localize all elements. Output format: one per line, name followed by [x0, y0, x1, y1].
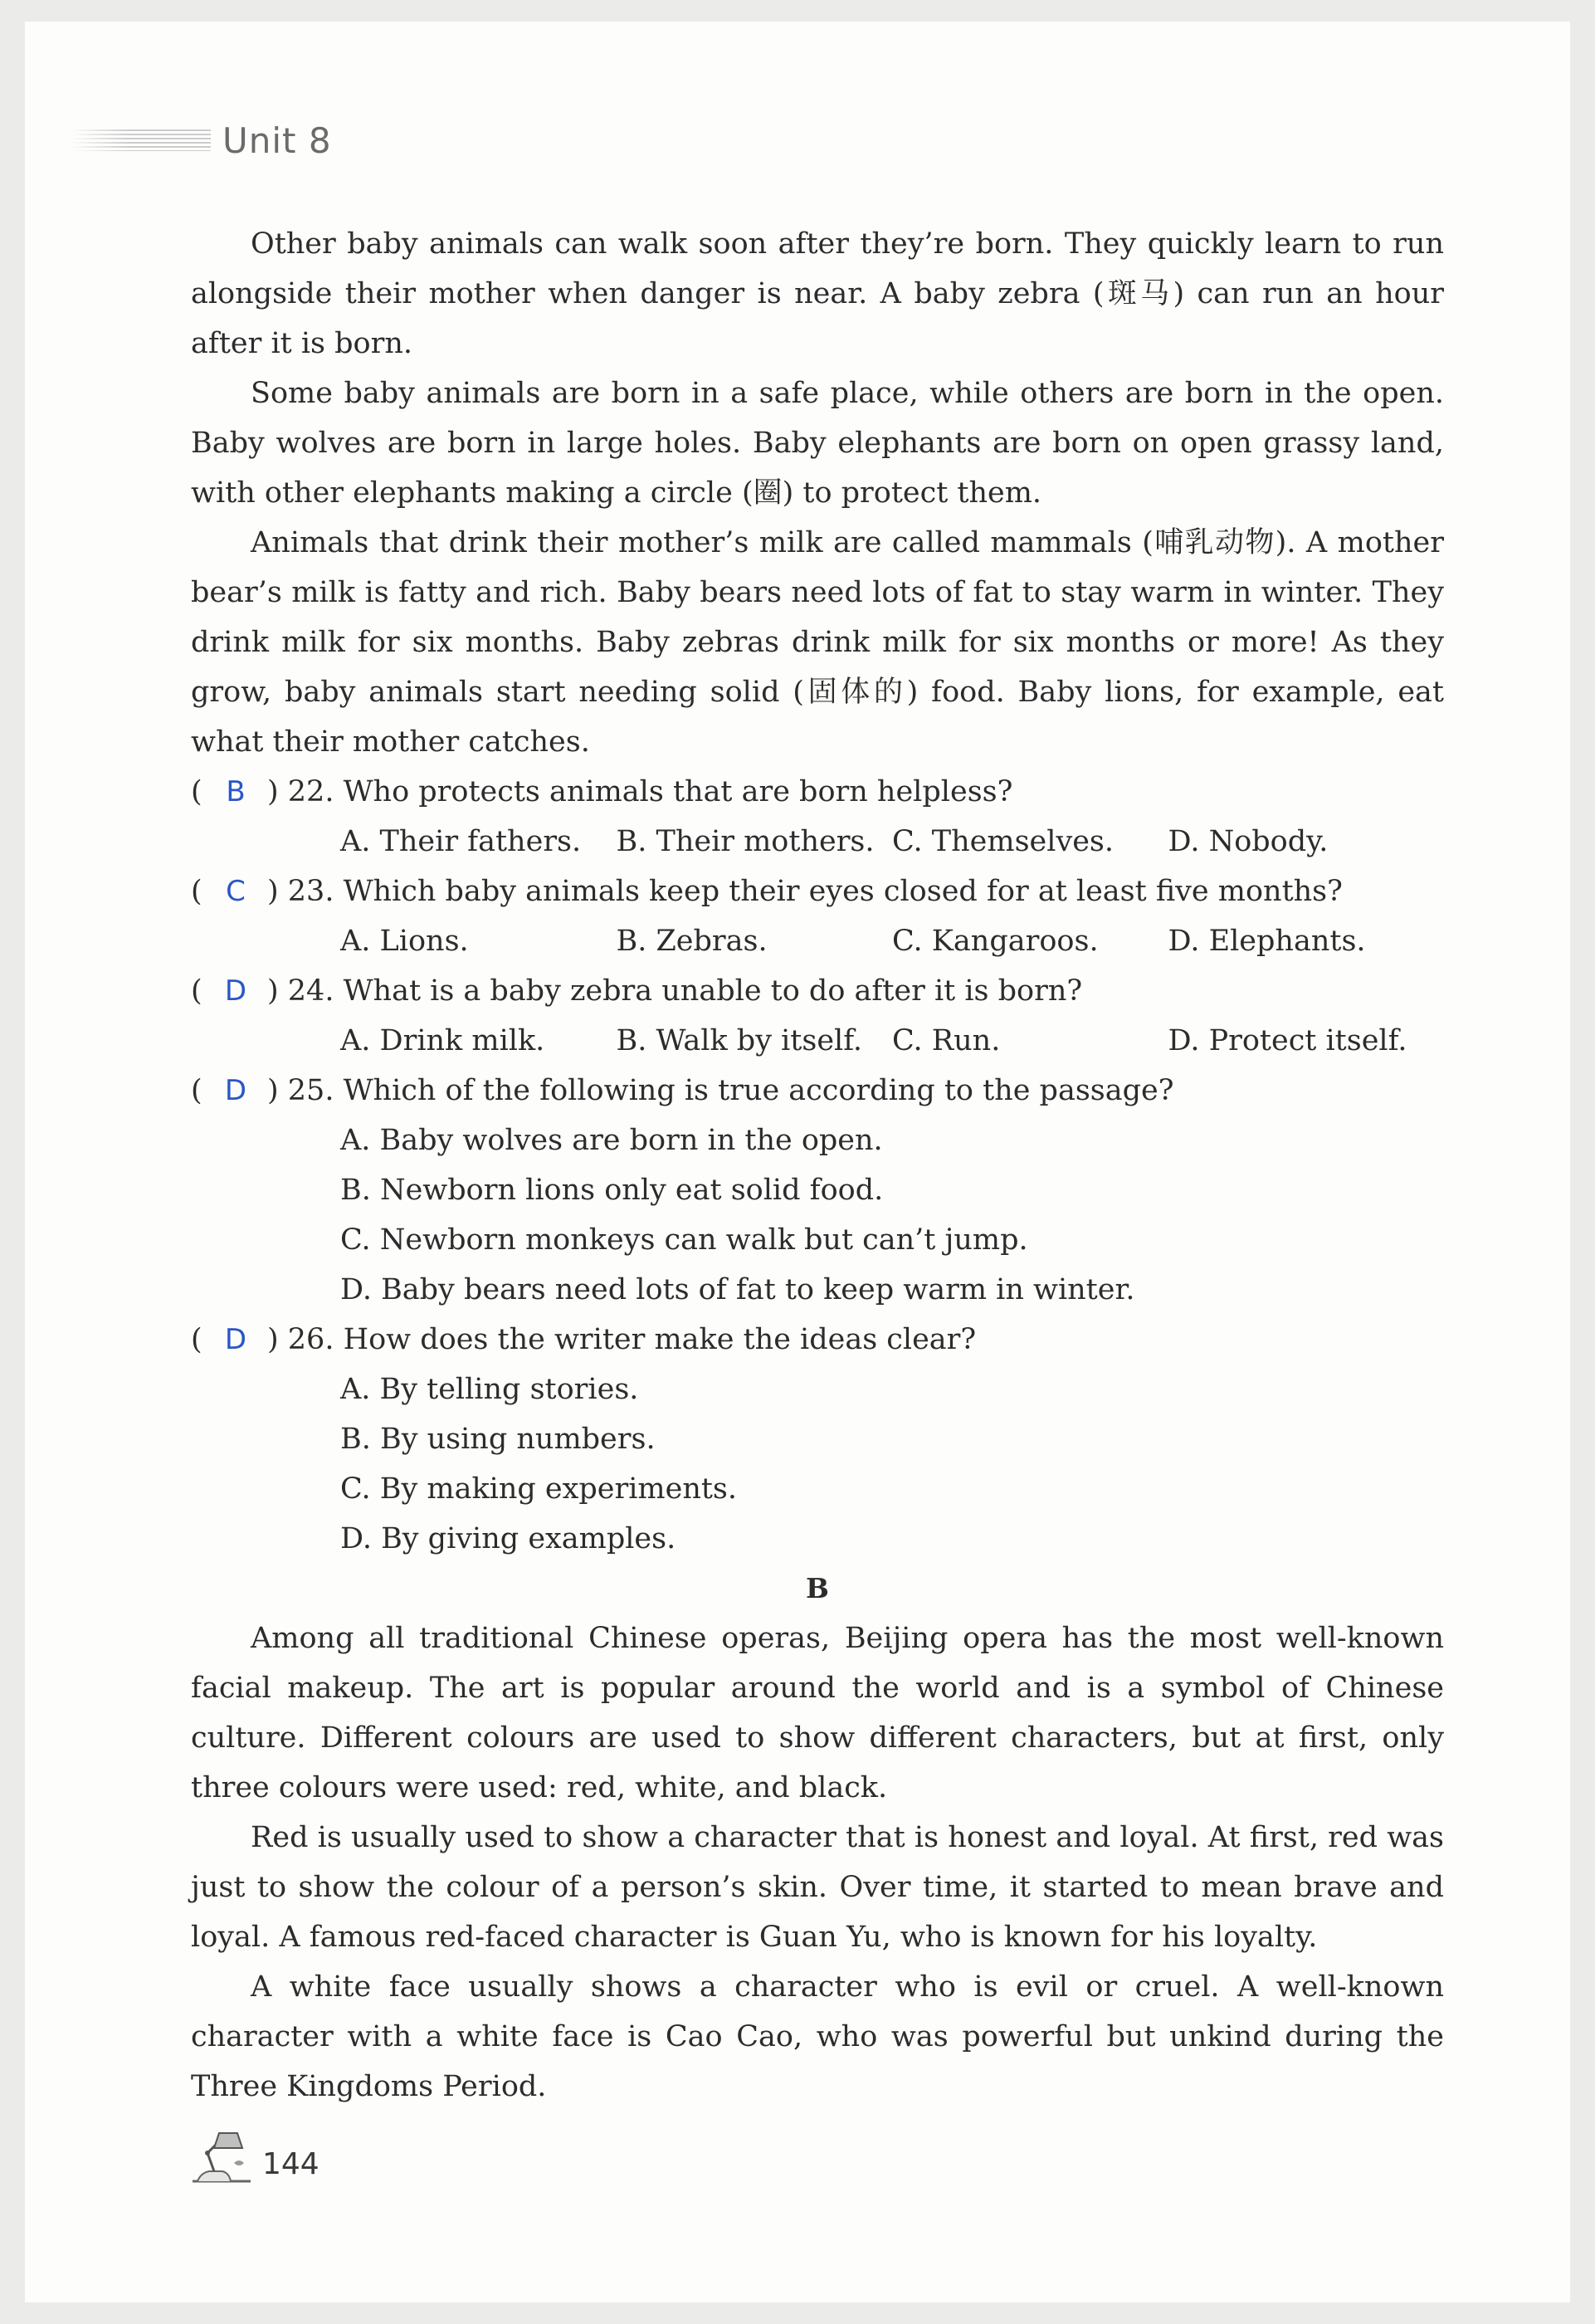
- header-decoration-lines: [71, 129, 211, 151]
- option-b: B. Zebras.: [616, 925, 768, 958]
- option-a: A. Their fathers.: [340, 825, 582, 858]
- question-23: [191, 867, 1444, 966]
- answer-26: D: [224, 1323, 247, 1356]
- question-text: ) 22. Who protects animals that are born helpless?: [267, 775, 1013, 808]
- options: [191, 817, 1444, 867]
- unit-header: [71, 111, 332, 169]
- option-d: D. Baby bears need lots of fat to keep warm in winter.: [340, 1273, 1135, 1306]
- option-c: C. Newborn monkeys can walk but can’t jump.: [340, 1223, 1028, 1257]
- paren-open: (: [191, 1074, 202, 1107]
- options: [191, 1016, 1444, 1066]
- workbook-page: [25, 22, 1570, 2302]
- options: [191, 1116, 1444, 1315]
- passage-a-paragraph-2: Some baby animals are born in a safe place, while others are born in the open. Baby wolves are born in large holes. Baby elephants are born on open grassy land, with other elephants making a circle (圈) to protect them.: [191, 377, 1444, 510]
- options: [191, 916, 1444, 966]
- option-b: B. Their mothers.: [616, 825, 875, 858]
- answer-23: C: [226, 875, 246, 908]
- option-b: B. Newborn lions only eat solid food.: [340, 1174, 884, 1207]
- option-a: A. Drink milk.: [340, 1024, 545, 1057]
- paren-open: (: [191, 775, 202, 808]
- option-d: D. By giving examples.: [340, 1522, 676, 1555]
- option-a: A. By telling stories.: [340, 1373, 639, 1406]
- answer-25: D: [224, 1074, 247, 1107]
- unit-title: Unit 8: [222, 120, 332, 161]
- section-b-label: B: [806, 1572, 829, 1604]
- question-25: [191, 1066, 1444, 1315]
- passage-a-paragraph-3: Animals that drink their mother’s milk are called mammals (哺乳动物). A mother bear’s milk is fatty and rich. Baby bears need lots of fat to stay warm in winter. They drink milk for six months. Baby zebras drink milk for six months or more! As they grow, baby animals start needing solid (固体的) food. Baby lions, for example, eat what their mother catches.: [191, 526, 1444, 759]
- question-text: ) 23. Which baby animals keep their eyes closed for at least five months?: [267, 875, 1343, 908]
- page-footer: [189, 2130, 319, 2185]
- page-number: 144: [262, 2147, 319, 2181]
- paren-open: (: [191, 875, 202, 908]
- option-d: D. Elephants.: [1168, 925, 1366, 958]
- question-26: [191, 1315, 1444, 1564]
- option-b: B. By using numbers.: [340, 1423, 656, 1456]
- main-content: [191, 219, 1444, 2112]
- paren-open: (: [191, 974, 202, 1008]
- passage-a-paragraph-1: Other baby animals can walk soon after they’re born. They quickly learn to run alongside their mother when danger is near. A baby zebra (斑马) can run an hour after it is born.: [191, 227, 1444, 360]
- option-c: C. Kangaroos.: [892, 925, 1099, 958]
- passage-b-paragraph-2: Red is usually used to show a character that is honest and loyal. At first, red was just to show the colour of a person’s skin. Over time, it started to mean brave and loyal. A famous red-faced character is Guan Yu, who is known for his loyalty.: [191, 1821, 1444, 1954]
- question-text: ) 26. How does the writer make the ideas clear?: [267, 1323, 977, 1356]
- question-22: [191, 767, 1444, 867]
- options: [191, 1365, 1444, 1564]
- option-d: D. Protect itself.: [1168, 1024, 1407, 1057]
- answer-24: D: [224, 974, 247, 1008]
- paren-open: (: [191, 1323, 202, 1356]
- option-c: C. By making experiments.: [340, 1472, 738, 1506]
- passage-b-paragraph-3: A white face usually shows a character who is evil or cruel. A well-known character with a white face is Cao Cao, who was powerful but unkind during the Three Kingdoms Period.: [191, 1970, 1444, 2103]
- option-c: C. Themselves.: [892, 825, 1115, 858]
- question-text: ) 25. Which of the following is true according to the passage?: [267, 1074, 1174, 1107]
- option-a: A. Lions.: [340, 925, 469, 958]
- question-24: [191, 966, 1444, 1066]
- option-a: A. Baby wolves are born in the open.: [340, 1124, 883, 1157]
- option-c: C. Run.: [892, 1024, 1001, 1057]
- option-b: B. Walk by itself.: [616, 1024, 863, 1057]
- answer-22: B: [226, 775, 246, 808]
- option-d: D. Nobody.: [1168, 825, 1329, 858]
- desk-lamp-icon: [189, 2130, 254, 2185]
- question-text: ) 24. What is a baby zebra unable to do after it is born?: [267, 974, 1083, 1008]
- passage-b-paragraph-1: Among all traditional Chinese operas, Beijing opera has the most well-known facial makeup. The art is popular around the world and is a symbol of Chinese culture. Different colours are used to show different characters, but at first, only three colours were used: red, white, and black.: [191, 1622, 1444, 1804]
